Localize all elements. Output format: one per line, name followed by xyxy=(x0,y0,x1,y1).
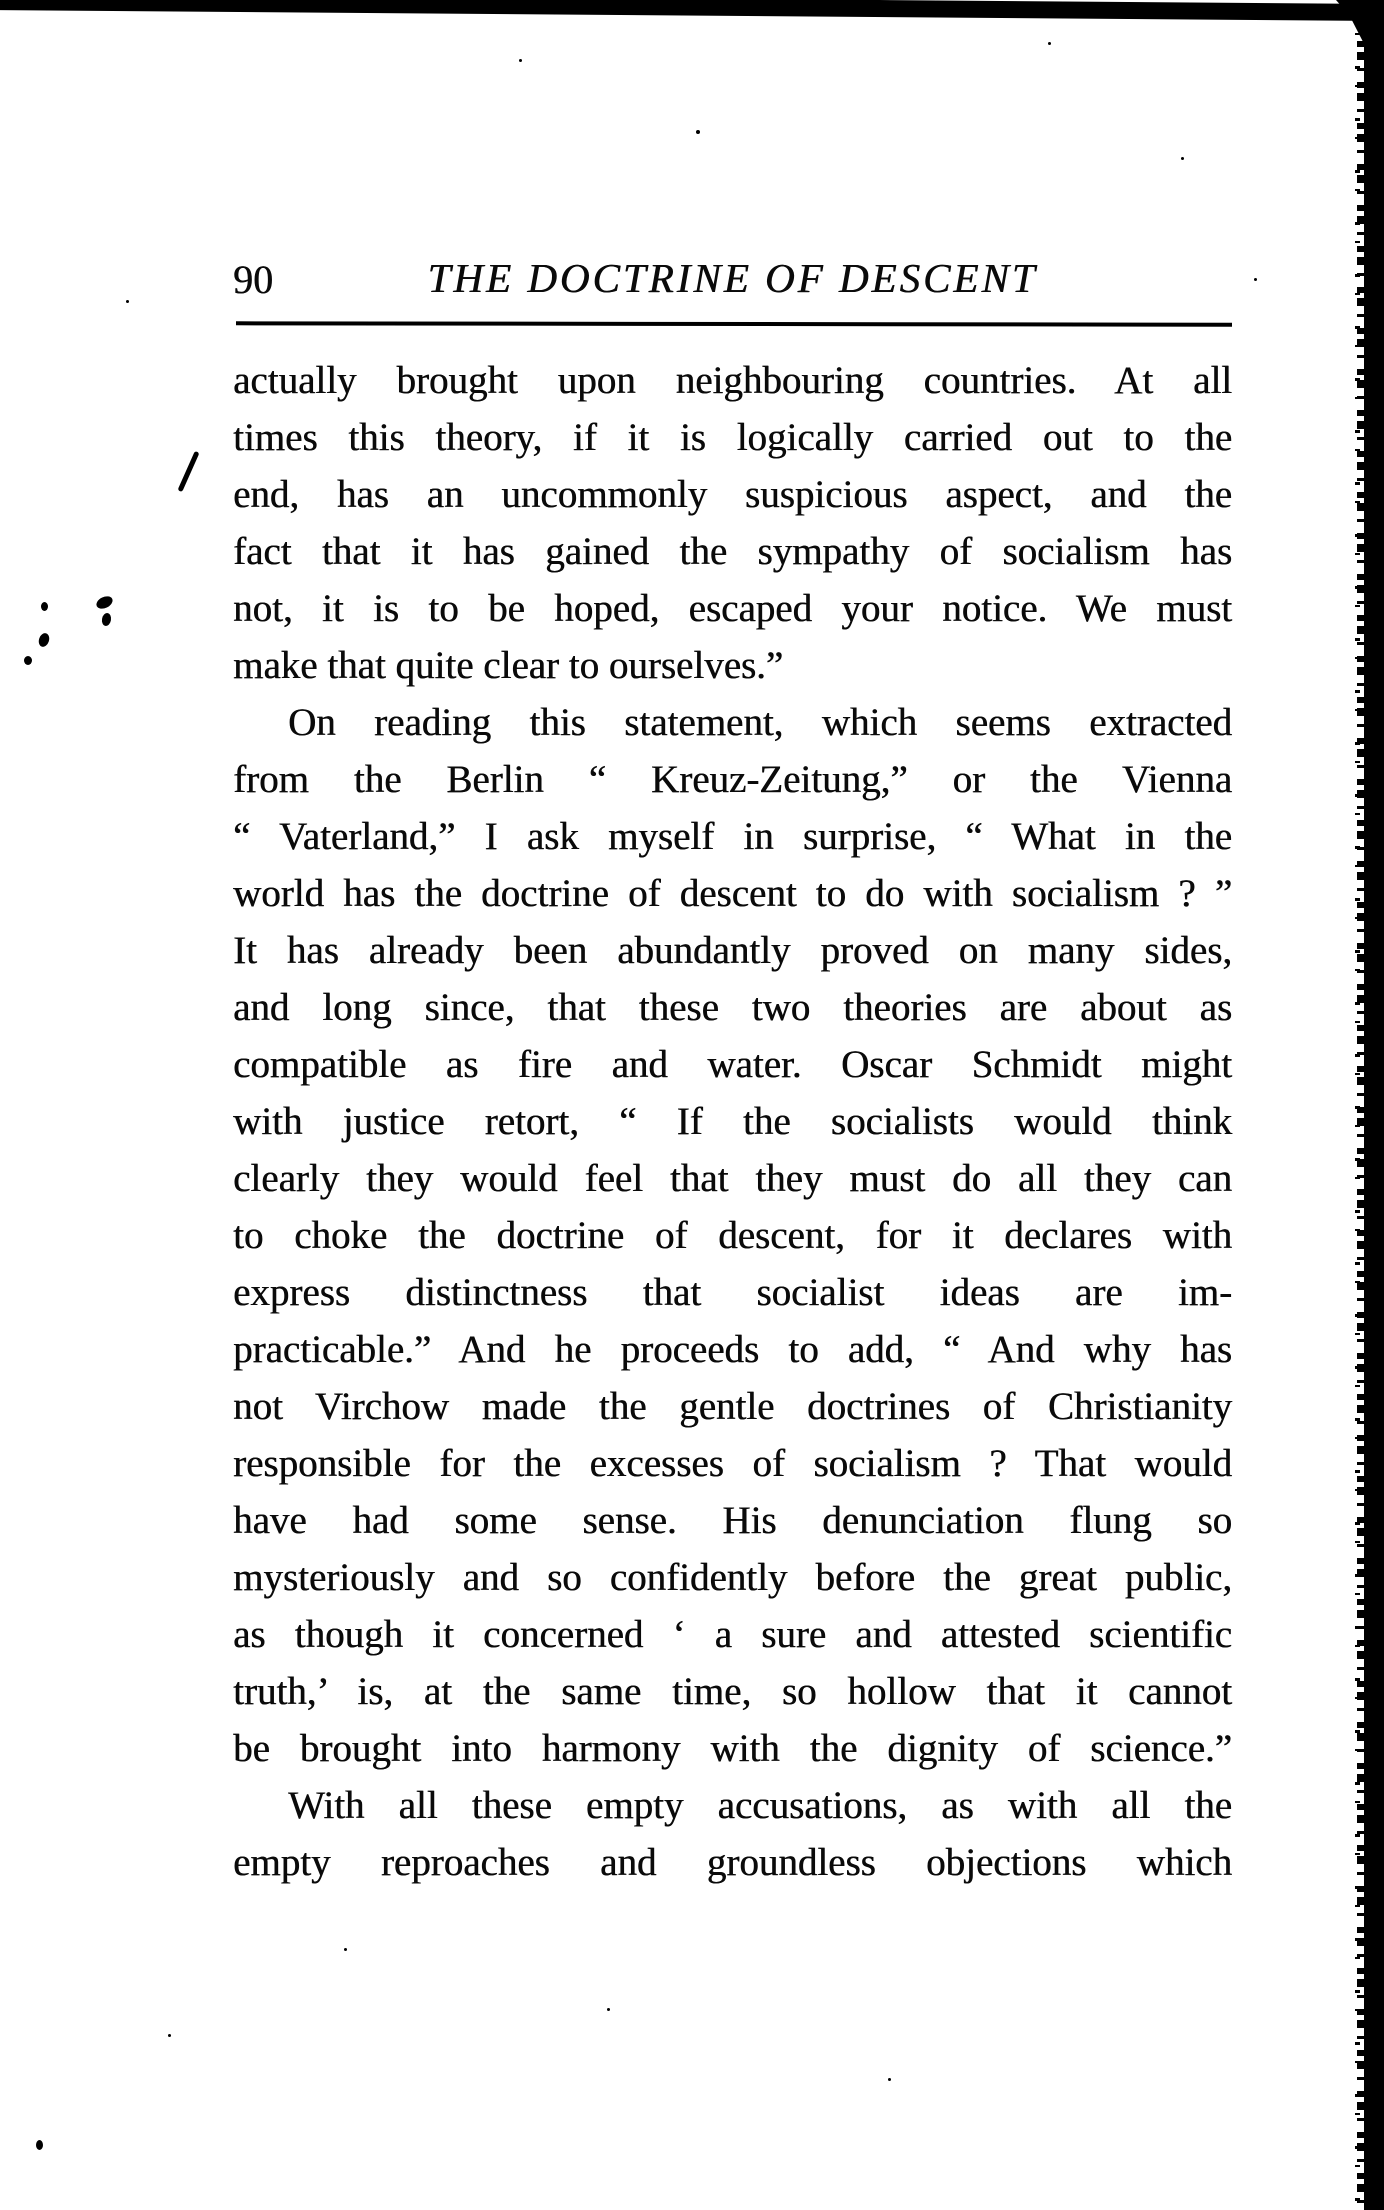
scan-artifact-dot xyxy=(344,1948,347,1951)
text-line: to choke the doctrine of descent, for it declares with xyxy=(233,1214,1232,1257)
text-line: responsible for the excesses of socialism ? That would xyxy=(233,1442,1232,1485)
text-line: express distinctness that socialist ideas are im- xyxy=(233,1271,1232,1314)
scan-artifact-dot xyxy=(519,59,522,62)
text-line: world has the doctrine of descent to do with socialism ? ” xyxy=(233,872,1232,915)
text-line: not, it is to be hoped, escaped your notice. We must xyxy=(233,587,1232,630)
scan-artifact-dot xyxy=(1181,157,1184,160)
scan-artifact-speck xyxy=(101,612,112,626)
scan-artifact-dot xyxy=(1254,278,1257,281)
scan-artifact-top-strip xyxy=(0,0,1384,21)
text-line: times this theory, if it is logically carried out to the xyxy=(233,416,1232,459)
text-line: make that quite clear to ourselves.” xyxy=(233,644,784,687)
text-line: It has already been abundantly proved on many sides, xyxy=(233,929,1232,972)
text-line: truth,’ is, at the same time, so hollow that it cannot xyxy=(233,1670,1232,1713)
text-line: with justice retort, “ If the socialists would think xyxy=(233,1100,1232,1143)
scan-artifact-dot xyxy=(168,2034,171,2037)
text-line: actually brought upon neighbouring countries. At all xyxy=(233,359,1232,402)
page-body xyxy=(233,352,1232,1891)
scan-artifact-dot xyxy=(888,2078,891,2081)
scan-artifact-right-band xyxy=(1364,0,1384,2210)
scan-artifact-ink-stroke xyxy=(177,451,199,492)
text-line: from the Berlin “ Kreuz-Zeitung,” or the Vienna xyxy=(233,758,1232,801)
text-line: be brought into harmony with the dignity of science.” xyxy=(233,1727,1232,1770)
scan-artifact-speck xyxy=(37,632,51,648)
scan-artifact-dot xyxy=(1048,42,1051,45)
text-line: On reading this statement, which seems extracted xyxy=(288,701,1232,744)
text-line: fact that it has gained the sympathy of socialism has xyxy=(233,530,1232,573)
scan-artifact-speck xyxy=(24,656,32,665)
running-header xyxy=(233,256,1232,304)
text-line: practicable.” And he proceeds to add, “ And why has xyxy=(233,1328,1232,1371)
text-line: have had some sense. His denunciation flung so xyxy=(233,1499,1232,1542)
scan-artifact-speck xyxy=(41,602,48,611)
text-line: mysteriously and so confidently before the great public, xyxy=(233,1556,1232,1599)
scan-artifact-dot xyxy=(696,130,700,134)
text-line: and long since, that these two theories are about as xyxy=(233,986,1232,1029)
text-line: clearly they would feel that they must do all they can xyxy=(233,1157,1232,1200)
text-line: With all these empty accusations, as with all the xyxy=(288,1784,1232,1827)
header-rule xyxy=(236,321,1232,326)
scan-artifact-dot xyxy=(126,300,129,303)
scan-artifact-speck xyxy=(94,594,114,611)
text-line: not Virchow made the gentle doctrines of Christianity xyxy=(233,1385,1232,1428)
page-number: 90 xyxy=(233,257,273,302)
scan-artifact-speck xyxy=(36,2140,43,2150)
running-header-title: THE DOCTRINE OF DESCENT xyxy=(427,255,1038,301)
text-line: as though it concerned ‘ a sure and attested scientific xyxy=(233,1613,1232,1656)
text-line: end, has an uncommonly suspicious aspect, and the xyxy=(233,473,1232,516)
text-line: “ Vaterland,” I ask myself in surprise, “ What in the xyxy=(233,815,1232,858)
text-line: empty reproaches and groundless objections which xyxy=(233,1841,1232,1884)
scan-artifact-dot xyxy=(607,2008,610,2011)
text-line: compatible as fire and water. Oscar Schmidt might xyxy=(233,1043,1232,1086)
